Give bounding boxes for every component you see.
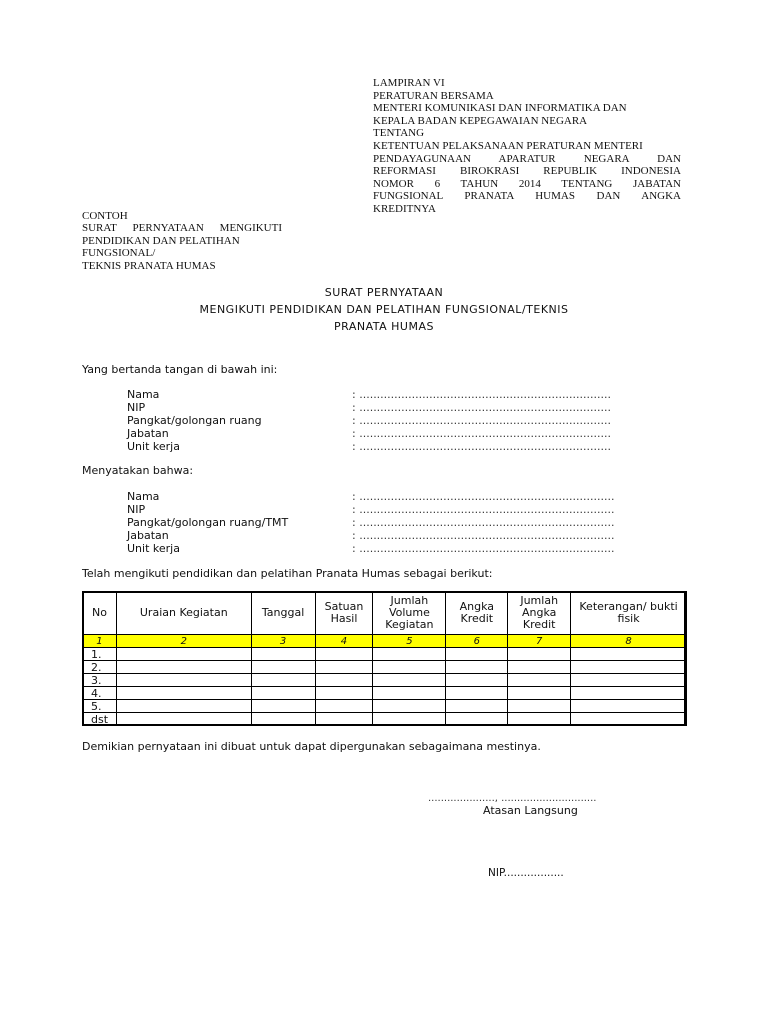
- kegiatan-table: [82, 591, 687, 726]
- row-number: 5.: [83, 700, 117, 713]
- contoh-block: [82, 210, 282, 272]
- table-cell[interactable]: [508, 700, 571, 713]
- field-label-jabatan: Jabatan: [127, 427, 169, 440]
- fill-unit-kerja: : ........................................................................: [352, 440, 611, 453]
- col-header-volume: Jumlah Volume Kegiatan: [373, 592, 446, 635]
- lampiran-line: LAMPIRAN VI: [373, 77, 445, 89]
- field-label-nip: NIP: [127, 503, 146, 516]
- table-cell[interactable]: [315, 674, 373, 687]
- fill-pangkat: : ........................................................................: [352, 414, 611, 427]
- table-number-row: [83, 635, 687, 648]
- fill-nip: : ........................................................................: [352, 401, 611, 414]
- table-row: [83, 674, 687, 687]
- row-number: 4.: [83, 687, 117, 700]
- col-header-angka-kredit: Angka Kredit: [446, 592, 508, 635]
- document-title: SURAT PERNYATAAN: [324, 286, 444, 299]
- signature-nip: NIP..................: [488, 867, 564, 879]
- contoh-line: PENDIDIKAN DAN PELATIHAN FUNGSIONAL/: [82, 234, 240, 260]
- table-cell[interactable]: [571, 687, 687, 700]
- table-cell[interactable]: [373, 700, 446, 713]
- table-cell[interactable]: [251, 648, 315, 661]
- table-cell[interactable]: [508, 661, 571, 674]
- table-cell[interactable]: [315, 713, 373, 726]
- table-cell[interactable]: [315, 661, 373, 674]
- table-cell[interactable]: [251, 713, 315, 726]
- table-cell[interactable]: [315, 687, 373, 700]
- table-cell[interactable]: [251, 687, 315, 700]
- table-cell[interactable]: [116, 661, 251, 674]
- table-cell[interactable]: [373, 661, 446, 674]
- table-cell[interactable]: [446, 713, 508, 726]
- field-label-unit-kerja: Unit kerja: [127, 440, 180, 453]
- table-cell[interactable]: [116, 700, 251, 713]
- fill-unit-kerja: : .........................................................................: [352, 542, 615, 555]
- col-number: 7: [508, 635, 571, 648]
- table-cell[interactable]: [116, 687, 251, 700]
- table-cell[interactable]: [373, 713, 446, 726]
- fill-nama: : ........................................................................: [352, 388, 611, 401]
- contoh-line: TEKNIS PRANATA HUMAS: [82, 259, 216, 272]
- contoh-line: SURAT PERNYATAAN MENGIKUTI: [82, 222, 282, 235]
- contoh-label: CONTOH: [82, 210, 128, 222]
- closing-statement: Demikian pernyataan ini dibuat untuk dapat dipergunakan sebagaimana mestinya.: [82, 740, 541, 753]
- document-subtitle: PRANATA HUMAS: [334, 320, 434, 333]
- lampiran-line: PENDAYAGUNAAN APARATUR NEGARA DAN: [373, 152, 681, 165]
- col-header-tanggal: Tanggal: [251, 592, 315, 635]
- table-cell[interactable]: [315, 700, 373, 713]
- lampiran-line: TENTANG: [373, 127, 425, 140]
- table-row: [83, 687, 687, 700]
- row-number: 1.: [83, 648, 117, 661]
- field-label-jabatan: Jabatan: [127, 529, 169, 542]
- field-label-nip: NIP: [127, 401, 146, 414]
- field-label-nama: Nama: [127, 490, 160, 503]
- field-label-pangkat: Pangkat/golongan ruang: [127, 414, 262, 427]
- table-cell[interactable]: [571, 713, 687, 726]
- table-row: [83, 700, 687, 713]
- table-cell[interactable]: [446, 700, 508, 713]
- table-cell[interactable]: [373, 674, 446, 687]
- fill-jabatan: : ........................................................................: [352, 427, 611, 440]
- row-number: 2.: [83, 661, 117, 674]
- document-subtitle: MENGIKUTI PENDIDIKAN DAN PELATIHAN FUNGSIONAL/TEKNIS: [199, 303, 569, 316]
- field-label-unit-kerja: Unit kerja: [127, 542, 180, 555]
- table-cell[interactable]: [446, 674, 508, 687]
- table-cell[interactable]: [446, 661, 508, 674]
- col-header-keterangan: Keterangan/ bukti fisik: [571, 592, 687, 635]
- fill-jabatan: : .........................................................................: [352, 529, 615, 542]
- col-header-uraian: Uraian Kegiatan: [116, 592, 251, 635]
- col-header-no: No: [83, 592, 117, 635]
- section1-intro: Yang bertanda tangan di bawah ini:: [82, 363, 278, 376]
- table-cell[interactable]: [251, 674, 315, 687]
- col-header-jumlah-angka: Jumlah Angka Kredit: [508, 592, 571, 635]
- table-cell[interactable]: [571, 700, 687, 713]
- table-row: [83, 713, 687, 726]
- table-cell[interactable]: [508, 648, 571, 661]
- lampiran-line: NOMOR 6 TAHUN 2014 TENTANG JABATAN: [373, 177, 681, 190]
- section2-intro: Menyatakan bahwa:: [82, 464, 194, 477]
- lampiran-block: [373, 77, 681, 216]
- col-number: 3: [251, 635, 315, 648]
- lampiran-line: KREDITNYA: [373, 202, 436, 215]
- table-cell[interactable]: [315, 648, 373, 661]
- table-cell[interactable]: [508, 687, 571, 700]
- field-label-nama: Nama: [127, 388, 160, 401]
- field-label-pangkat-tmt: Pangkat/golongan ruang/TMT: [127, 516, 289, 529]
- table-cell[interactable]: [571, 674, 687, 687]
- lampiran-line: KETENTUAN PELAKSANAAN PERATURAN MENTERI: [373, 139, 643, 152]
- table-cell[interactable]: [373, 648, 446, 661]
- col-header-satuan: Satuan Hasil: [315, 592, 373, 635]
- table-cell[interactable]: [446, 687, 508, 700]
- fill-pangkat-tmt: : .........................................................................: [352, 516, 615, 529]
- table-cell[interactable]: [373, 687, 446, 700]
- signature-role: Atasan Langsung: [483, 804, 578, 817]
- table-row: [83, 648, 687, 661]
- table-cell[interactable]: [571, 661, 687, 674]
- table-cell[interactable]: [116, 713, 251, 726]
- table-intro: Telah mengikuti pendidikan dan pelatihan Pranata Humas sebagai berikut:: [82, 567, 493, 580]
- fill-nama: : .........................................................................: [352, 490, 615, 503]
- table-header-row: [83, 592, 687, 635]
- table-cell[interactable]: [251, 661, 315, 674]
- col-number: 2: [116, 635, 251, 648]
- table-cell[interactable]: [446, 648, 508, 661]
- fill-nip: : .........................................................................: [352, 503, 615, 516]
- col-number: 8: [571, 635, 687, 648]
- table-cell[interactable]: [116, 648, 251, 661]
- lampiran-line: FUNGSIONAL PRANATA HUMAS DAN ANGKA: [373, 190, 681, 203]
- lampiran-line: PERATURAN BERSAMA: [373, 89, 494, 102]
- lampiran-line: REFORMASI BIROKRASI REPUBLIK INDONESIA: [373, 165, 681, 178]
- table-row: [83, 661, 687, 674]
- table-cell[interactable]: [571, 648, 687, 661]
- table-cell[interactable]: [508, 674, 571, 687]
- table-cell[interactable]: [508, 713, 571, 726]
- table-cell[interactable]: [251, 700, 315, 713]
- table-cell[interactable]: [116, 674, 251, 687]
- lampiran-line: MENTERI KOMUNIKASI DAN INFORMATIKA DAN: [373, 102, 627, 115]
- lampiran-line: KEPALA BADAN KEPEGAWAIAN NEGARA: [373, 114, 588, 127]
- col-number: 1: [83, 635, 117, 648]
- col-number: 5: [373, 635, 446, 648]
- row-number: 3.: [83, 674, 117, 687]
- signature-place-date: ....................., ..............................: [428, 793, 597, 804]
- col-number: 4: [315, 635, 373, 648]
- col-number: 6: [446, 635, 508, 648]
- row-number: dst: [83, 713, 117, 726]
